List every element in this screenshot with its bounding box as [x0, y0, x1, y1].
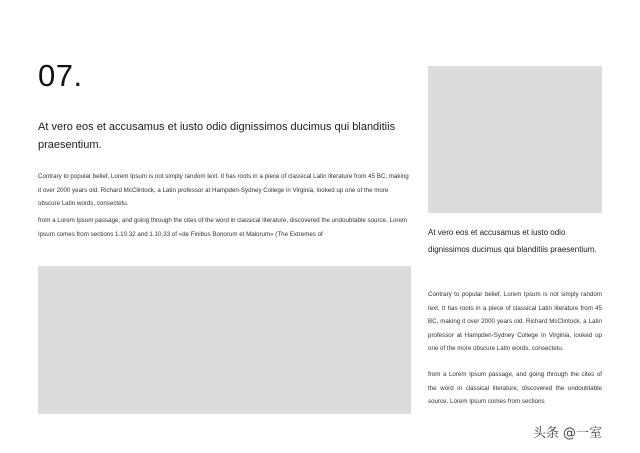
main-image-placeholder: [38, 266, 411, 414]
main-heading: At vero eos et accusamus et iusto odio dignissimos ducimus qui blanditiis praesentium.: [38, 121, 396, 151]
watermark: 头条 @一室: [532, 426, 602, 441]
page-number: 07.: [38, 58, 83, 93]
side-heading: At vero eos et accusamus et iusto odio dignissimos ducimus qui blanditiis praesentium.: [428, 228, 597, 254]
main-paragraph-1: Contrary to popular belief, Lorem Ipsum is not simply random text. It has roots in a piece of classical Latin literature from 45 BC, making it over 2000 years old. Richard McClintock, a Latin professor at Hampden-Sydney College in Virginia, looked up one of the more obscure Latin words, consectetu.: [38, 173, 409, 208]
main-paragraph-2: from a Lorem Ipsum passage, and going through the cites of the word in classical literature, discovered the undoubtable source. Lorem Ipsum comes from sections 1.10.32 and 1.10.33 of «de Finibus Bonorum et Malorum» (The Extremes of: [38, 217, 408, 238]
side-image-placeholder: [428, 66, 602, 213]
side-paragraph-1: Contrary to popular belief, Lorem Ipsum is not simply random text. It has roots in a piece of classical Latin literature from 45 BC, making it over 2000 years old. Richard McClintock, a Latin professor at Hampden-Sydney College in Virginia, looked up one of the more obscure Latin words, consectetu.: [428, 291, 602, 353]
side-paragraph-2: from a Lorem Ipsum passage, and going through the cites of the word in classical literature, discovered the undoubtable source. Lorem Ipsum comes from sections: [428, 371, 602, 406]
